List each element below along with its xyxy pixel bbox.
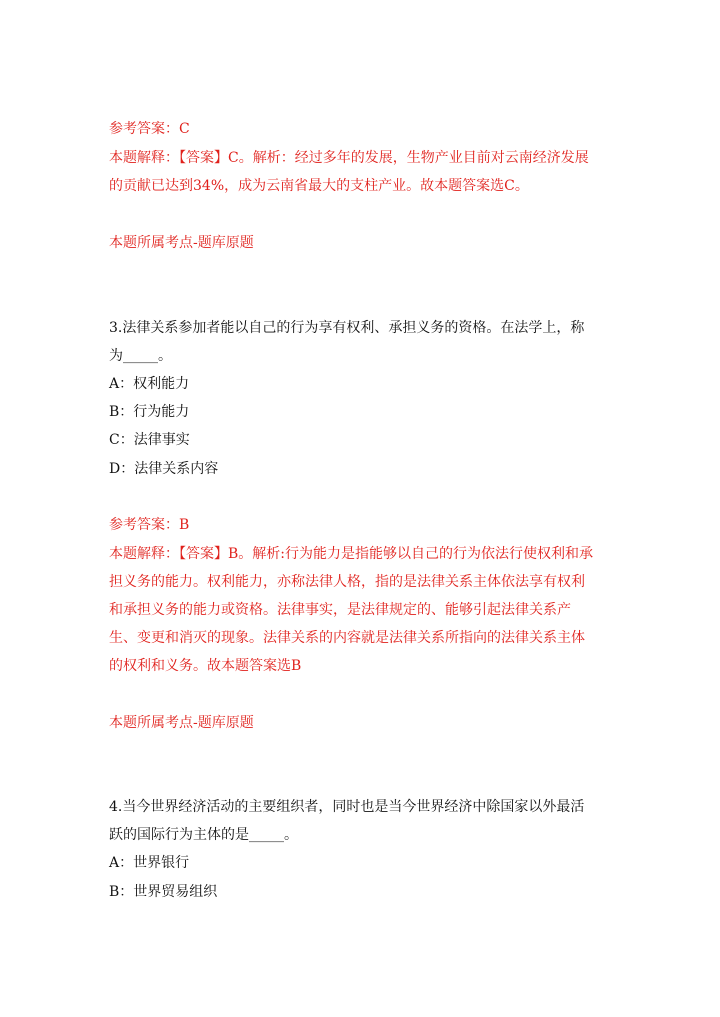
option-a: A：世界银行	[109, 855, 190, 871]
answer-label: 参考答案：C	[109, 121, 190, 137]
topic-source: 本题所属考点-题库原题	[109, 235, 254, 251]
answer-label: 参考答案：B	[109, 517, 190, 533]
option-b: B：行为能力	[109, 404, 190, 420]
question-stem: 4.当今世界经济活动的主要组织者，同时也是当今世界经济中除国家以外最活	[109, 799, 585, 815]
explanation-line: 的贡献已达到34%，成为云南省最大的支柱产业。故本题答案选C。	[109, 178, 529, 194]
option-a: A：权利能力	[109, 376, 190, 392]
explanation-line: 本题解释：【答案】C。解析：经过多年的发展，生物产业目前对云南经济发展	[109, 150, 589, 166]
explanation-line: 担义务的能力。权利能力，亦称法律人格，指的是法律关系主体依法享有权利	[109, 574, 585, 590]
option-b: B：世界贸易组织	[109, 884, 218, 900]
option-d: D：法律关系内容	[109, 461, 219, 477]
explanation-line: 的权利和义务。故本题答案选B	[109, 658, 302, 674]
question-stem: 3.法律关系参加者能以自己的行为享有权利、承担义务的资格。在法学上，称	[109, 320, 585, 336]
option-c: C：法律事实	[109, 432, 190, 448]
explanation-line: 生、变更和消灭的现象。法律关系的内容就是法律关系所指向的法律关系主体	[109, 630, 585, 646]
explanation-line: 本题解释：【答案】B。解析:行为能力是指能够以自己的行为依法行使权利和承	[109, 546, 594, 562]
topic-source: 本题所属考点-题库原题	[109, 715, 254, 731]
explanation-line: 和承担义务的能力或资格。法律事实，是法律规定的、能够引起法律关系产	[109, 602, 571, 618]
question-stem: 跃的国际行为主体的是_____。	[109, 827, 298, 843]
question-stem: 为_____。	[109, 348, 172, 364]
